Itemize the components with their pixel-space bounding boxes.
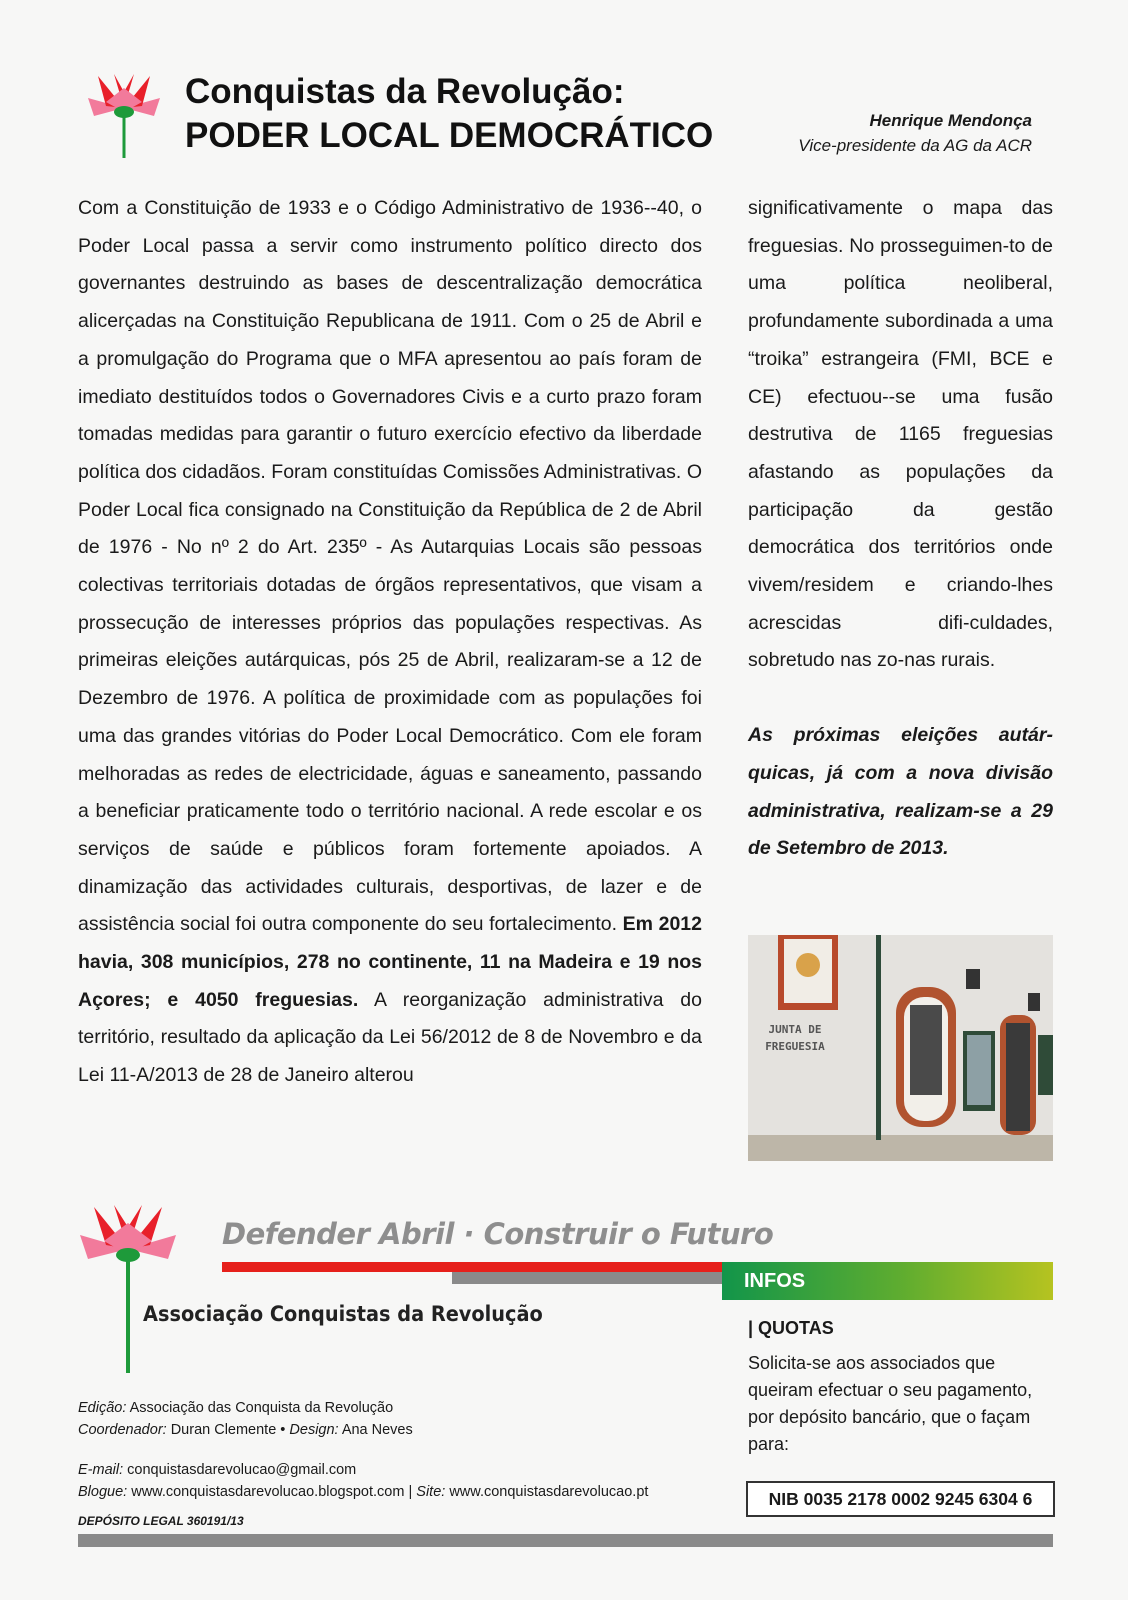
site-link[interactable]: www.conquistasdarevolucao.pt bbox=[445, 1484, 649, 1500]
quotas-heading: | QUOTAS bbox=[748, 1318, 834, 1338]
title-line-1: Conquistas da Revolução: bbox=[185, 72, 625, 111]
author-name: Henrique Mendonça bbox=[869, 111, 1032, 130]
title-line-2: PODER LOCAL DEMOCRÁTICO bbox=[185, 116, 714, 155]
author-role: Vice-presidente da AG da ACR bbox=[798, 136, 1032, 155]
article-statistics: Em 2012 havia, 308 municípios, 278 no continente, 11 na Madeira e 19 nos Açores; e 4050 freguesias. bbox=[78, 913, 702, 1011]
article-paragraph-continuation: A reorganização administrativa do território, resultado da aplicação da Lei 56/2012 de 8 de Novembro e da Lei 11-A/2013 de 28 de Janeiro alterou bbox=[78, 988, 702, 1087]
deposito-legal: DEPÓSITO LEGAL 360191/13 bbox=[78, 1514, 244, 1528]
page-title bbox=[185, 70, 713, 158]
association-name: Associação Conquistas da Revolução bbox=[143, 1302, 543, 1326]
slogan: Defender Abril · Construir o Futuro bbox=[222, 1217, 774, 1251]
coordenador-value: Duran Clemente • bbox=[166, 1422, 290, 1438]
email-link[interactable]: conquistasdarevolucao@gmail.com bbox=[123, 1462, 357, 1478]
grey-divider bbox=[452, 1272, 722, 1284]
author-block bbox=[798, 108, 1032, 158]
article-column-1 bbox=[78, 190, 702, 1095]
carnation-logo-icon bbox=[78, 1203, 178, 1373]
email-label: E-mail: bbox=[78, 1462, 124, 1478]
design-value: Ana Neves bbox=[338, 1422, 413, 1438]
blogue-label: Blogue: bbox=[78, 1484, 128, 1500]
site-label: Site: bbox=[416, 1484, 446, 1500]
edicao-value: Associação das Conquista da Revolução bbox=[126, 1400, 394, 1416]
article-paragraph: Com a Constituição de 1933 e o Código Administrativo de 1936--40, o Poder Local passa a servir como instrumento político directo dos governantes destruindo as bases de descentralização democrática alicerçadas na Constituição Republicana de 1911. Com o 25 de Abril e a promulgação do Programa que o MFA apresentou ao país foram de imediato destituídos todos o Governadores Civis e a curto prazo foram tomadas medidas para garantir o futuro exercício efectivo da liberdade política dos cidadãos. Foram constituídas Comissões Administrativas. O Poder Local fica consignado na Constituição da República de 2 de Abril de 1976 - No nº 2 do Art. 235º - As Autarquias Locais são pessoas colectivas territoriais dotadas de órgãos representativos, que visam a prossecução de interesses próprios das populações respectivas. As primeiras eleições autárquicas, pós 25 de Abril, realizaram-se a 12 de Dezembro de 1976. A política de proximidade com as populações foi uma das grandes vitórias do Poder Local Democrático. Com ele foram melhoradas as redes de electricidade, águas e saneamento, passando a beneficiar praticamente todo o território nacional. A rede escolar e os serviços de saúde e públicos foram fortemente apoiados. A dinamização das actividades culturais, desportivas, de lazer e de assistência social foi outra componente do seu fortalecimento. bbox=[78, 197, 702, 936]
junta-de-freguesia-photo bbox=[748, 935, 1053, 1161]
nib-box: NIB 0035 2178 0002 9245 6304 6 bbox=[746, 1481, 1055, 1517]
blogue-link[interactable]: www.conquistasdarevolucao.blogspot.com | bbox=[127, 1484, 417, 1500]
coordenador-label: Coordenador: bbox=[78, 1422, 167, 1438]
article-highlight: As próximas eleições autár-quicas, já com a nova divisão administrativa, realizam-se a 29 de Setembro de 2013. bbox=[748, 724, 1053, 860]
article-paragraph-col2: significativamente o mapa das freguesias. No prosseguimen-to de uma política neoliberal, profundamente subordinada a uma “troika” estrangeira (FMI, BCE e CE) efectuou--se uma fusão destrutiva de 1165 freguesias afastando as populações da participação da gestão democrática dos territórios onde vivem/residem e criando-lhes acrescidas difi-culdades, sobretudo nas zo-nas rurais. bbox=[748, 197, 1053, 672]
infos-banner: INFOS bbox=[722, 1262, 1053, 1300]
edicao-label: Edição: bbox=[78, 1400, 127, 1416]
edition-credits bbox=[78, 1397, 413, 1441]
bottom-divider bbox=[78, 1534, 1053, 1547]
red-divider bbox=[222, 1262, 722, 1272]
photo-sign-text: JUNTA DE FREGUESIA bbox=[765, 1023, 825, 1053]
design-label: Design: bbox=[289, 1422, 339, 1438]
contact-credits bbox=[78, 1459, 648, 1503]
carnation-logo-icon bbox=[84, 72, 164, 158]
article-column-2 bbox=[748, 190, 1053, 868]
quotas-text: Solicita-se aos associados que queiram efectuar o seu pagamento, por depósito bancário, que o façam para: bbox=[748, 1353, 1033, 1454]
